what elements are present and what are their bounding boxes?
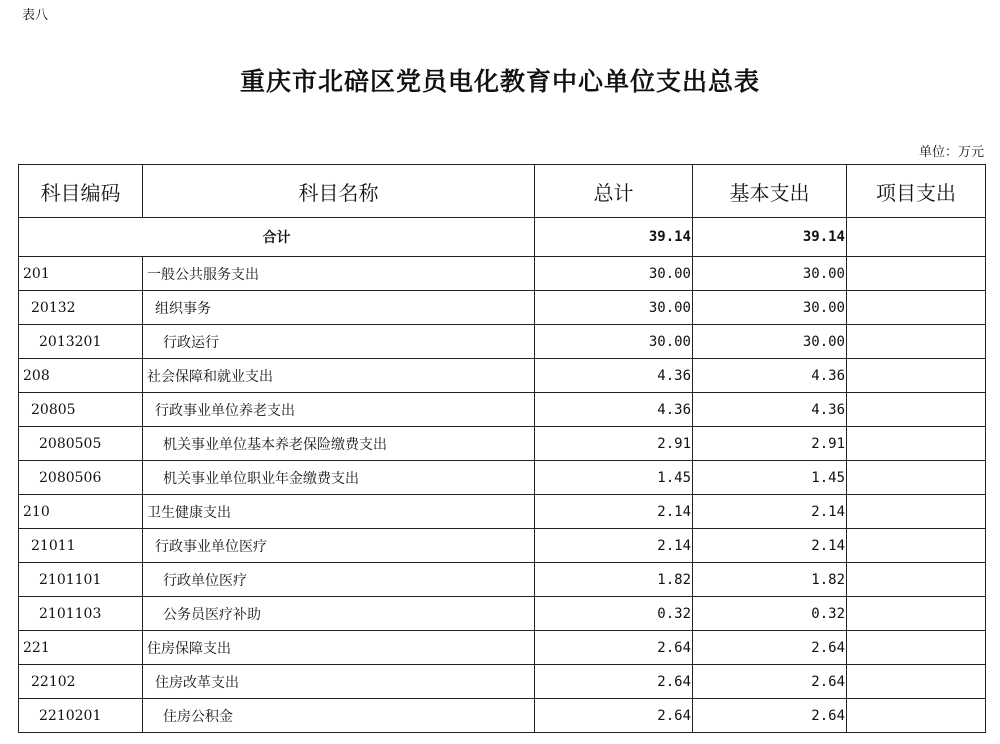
row-code: 201 [19, 257, 143, 291]
total-row [19, 218, 986, 257]
column-header-code: 科目编码 [19, 165, 143, 218]
row-project [847, 461, 986, 495]
row-project [847, 529, 986, 563]
row-code: 210 [19, 495, 143, 529]
table-row [19, 699, 986, 733]
row-total: 2.14 [535, 529, 693, 563]
row-name: 行政事业单位医疗 [143, 529, 535, 563]
row-total: 2.14 [535, 495, 693, 529]
row-basic: 2.64 [693, 631, 847, 665]
row-code: 2101103 [19, 597, 143, 631]
row-code: 2080505 [19, 427, 143, 461]
row-total: 2.64 [535, 631, 693, 665]
row-name: 一般公共服务支出 [143, 257, 535, 291]
page-title: 重庆市北碚区党员电化教育中心单位支出总表 [239, 67, 760, 96]
row-code: 20805 [19, 393, 143, 427]
row-code: 2080506 [19, 461, 143, 495]
row-name: 行政单位医疗 [143, 563, 535, 597]
row-basic: 1.82 [693, 563, 847, 597]
row-project [847, 325, 986, 359]
row-name: 组织事务 [143, 291, 535, 325]
column-header-basic: 基本支出 [693, 165, 847, 218]
row-code: 21011 [19, 529, 143, 563]
row-code: 2101101 [19, 563, 143, 597]
row-basic: 2.91 [693, 427, 847, 461]
row-code: 2210201 [19, 699, 143, 733]
row-project [847, 359, 986, 393]
table-number: 表八 [22, 8, 49, 23]
row-total: 4.36 [535, 393, 693, 427]
row-name: 社会保障和就业支出 [143, 359, 535, 393]
row-basic: 4.36 [693, 359, 847, 393]
table-row [19, 495, 986, 529]
row-basic: 4.36 [693, 393, 847, 427]
row-total: 30.00 [535, 291, 693, 325]
row-total: 0.32 [535, 597, 693, 631]
table-row [19, 359, 986, 393]
row-name: 行政运行 [143, 325, 535, 359]
row-code: 20132 [19, 291, 143, 325]
row-project [847, 665, 986, 699]
column-header-project: 项目支出 [847, 165, 986, 218]
row-project [847, 597, 986, 631]
total-basic: 39.14 [693, 218, 847, 257]
row-name: 行政事业单位养老支出 [143, 393, 535, 427]
row-project [847, 699, 986, 733]
row-basic: 2.64 [693, 665, 847, 699]
column-header-name: 科目名称 [143, 165, 535, 218]
expenditure-table [18, 164, 986, 733]
row-name: 住房公积金 [143, 699, 535, 733]
row-project [847, 427, 986, 461]
row-total: 2.64 [535, 665, 693, 699]
table-row [19, 631, 986, 665]
row-name: 住房改革支出 [143, 665, 535, 699]
row-total: 4.36 [535, 359, 693, 393]
row-basic: 30.00 [693, 291, 847, 325]
row-name: 机关事业单位职业年金缴费支出 [143, 461, 535, 495]
row-code: 208 [19, 359, 143, 393]
table-row [19, 325, 986, 359]
row-code: 2013201 [19, 325, 143, 359]
row-basic: 30.00 [693, 325, 847, 359]
row-project [847, 495, 986, 529]
row-code: 221 [19, 631, 143, 665]
row-project [847, 291, 986, 325]
row-name: 卫生健康支出 [143, 495, 535, 529]
row-total: 30.00 [535, 257, 693, 291]
total-amount: 39.14 [535, 218, 693, 257]
row-name: 公务员医疗补助 [143, 597, 535, 631]
row-project [847, 563, 986, 597]
table-row [19, 529, 986, 563]
row-basic: 2.64 [693, 699, 847, 733]
table-row [19, 665, 986, 699]
row-total: 30.00 [535, 325, 693, 359]
table-row [19, 291, 986, 325]
row-total: 1.45 [535, 461, 693, 495]
header-row [19, 165, 986, 218]
row-name: 住房保障支出 [143, 631, 535, 665]
total-project [847, 218, 986, 257]
row-basic: 30.00 [693, 257, 847, 291]
row-code: 22102 [19, 665, 143, 699]
table-row [19, 427, 986, 461]
row-total: 2.64 [535, 699, 693, 733]
row-total: 1.82 [535, 563, 693, 597]
table-row [19, 461, 986, 495]
table-row [19, 597, 986, 631]
row-name: 机关事业单位基本养老保险缴费支出 [143, 427, 535, 461]
row-project [847, 631, 986, 665]
table-row [19, 257, 986, 291]
row-total: 2.91 [535, 427, 693, 461]
table-row [19, 393, 986, 427]
table-row [19, 563, 986, 597]
row-basic: 0.32 [693, 597, 847, 631]
row-project [847, 393, 986, 427]
row-basic: 2.14 [693, 529, 847, 563]
column-header-total: 总计 [535, 165, 693, 218]
row-project [847, 257, 986, 291]
row-basic: 1.45 [693, 461, 847, 495]
total-label: 合计 [19, 218, 535, 257]
unit-label: 单位：万元 [918, 145, 984, 160]
row-basic: 2.14 [693, 495, 847, 529]
